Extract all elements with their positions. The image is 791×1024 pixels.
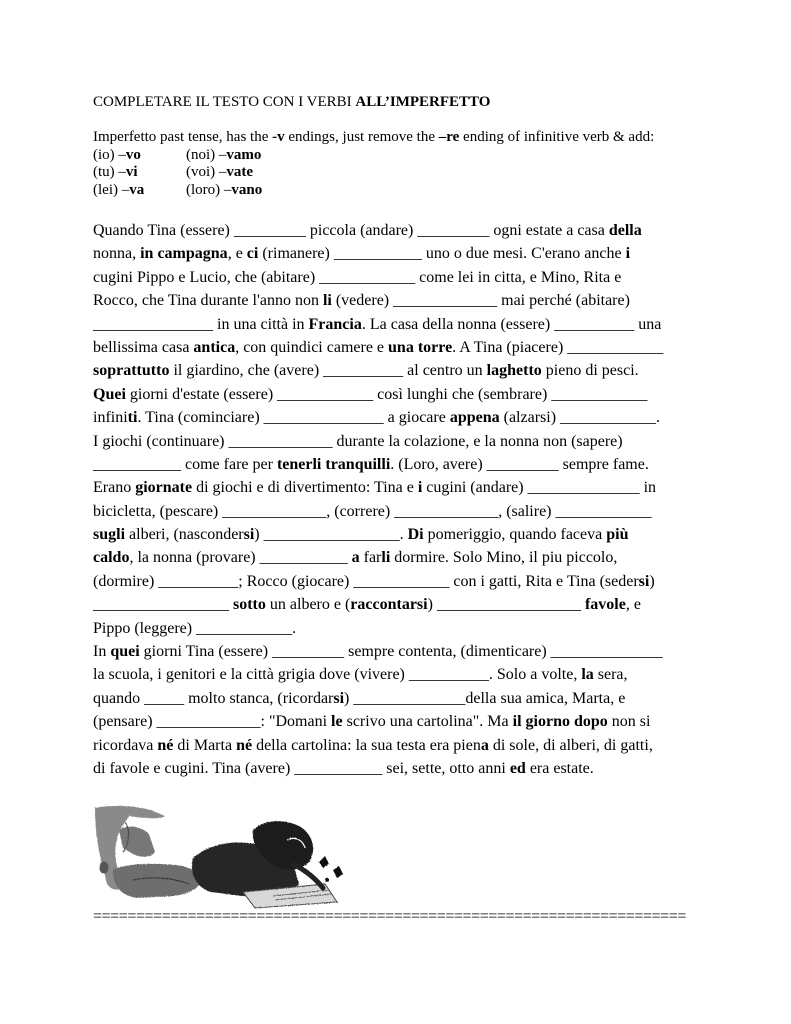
ending-singular: (tu) –vi [93, 164, 138, 180]
text-segment: era estate. [525, 759, 594, 777]
text-segment: Pippo (leggere) ____________. [93, 619, 297, 637]
intro-seg: ending of infinitive verb & add: [459, 129, 655, 145]
text-segment: , con quindici camere e [235, 338, 389, 356]
text-segment: infini [93, 409, 128, 427]
text-line [93, 266, 708, 289]
text-segment: il giardino, che (avere) __________ al centro un [169, 362, 487, 380]
text-segment: quando _____ molto stanca, (ricordar [93, 689, 334, 707]
bold-word: li [322, 292, 332, 310]
bold-word: tenerli tranquilli [276, 455, 391, 473]
text-segment: (vedere) _____________ mai perché (abitare) [331, 292, 630, 310]
ending-plural: (noi) –vamo [186, 146, 262, 163]
bold-word: Di [407, 526, 424, 544]
intro-seg-bold: –re [438, 129, 460, 145]
text-segment: ___________ come fare per [93, 455, 277, 473]
intro-seg: Imperfetto past tense, has the [93, 129, 273, 145]
text-segment: bicicletta, (pescare) _____________, (correre) _____________, (salire) ____________ [93, 502, 652, 520]
text-segment: di Marta [173, 736, 237, 754]
text-line [93, 640, 708, 663]
text-segment: In [93, 643, 111, 661]
separator-line: ===================================================================== [93, 908, 686, 925]
text-line [93, 359, 708, 382]
text-segment: ) _________________. [254, 526, 408, 544]
bold-word: della [608, 222, 642, 239]
bold-word: giornate [135, 479, 193, 497]
text-line [93, 710, 708, 733]
text-line [93, 523, 708, 546]
bold-word: laghetto [486, 362, 542, 380]
text-segment: di giochi e di divertimento: Tina e [192, 479, 418, 497]
bold-word: a [480, 736, 489, 754]
text-segment: far [359, 549, 382, 567]
bold-word: i [417, 479, 423, 497]
bold-word: in campagna [140, 245, 228, 263]
bold-word: si [333, 689, 345, 707]
text-line [93, 453, 708, 476]
text-segment: ) [649, 572, 655, 590]
text-segment: non si [607, 713, 651, 731]
text-segment: , e [227, 245, 247, 263]
text-line [93, 500, 708, 523]
ending-row [93, 164, 654, 182]
bold-word: una torre [388, 338, 453, 356]
text-segment: . A Tina (piacere) ____________ [452, 338, 664, 356]
text-segment: . La casa della nonna (essere) __________ una [361, 315, 662, 333]
intro-line [93, 129, 654, 147]
worksheet-title [93, 93, 490, 111]
ending-plural: (voi) –vate [186, 164, 254, 180]
bold-word: li [381, 549, 391, 567]
text-segment: Rocco, che Tina durante l'anno non [93, 292, 323, 310]
text-line [93, 476, 708, 499]
bold-word: ti [127, 409, 138, 427]
text-segment: un albero e ( [265, 596, 351, 614]
bold-word: raccontarsi [350, 596, 428, 614]
text-segment: (alzarsi) ____________. [499, 409, 661, 427]
text-segment: Erano [93, 479, 136, 497]
bold-word: il giorno dopo [512, 713, 608, 731]
bold-word: favole [584, 596, 626, 614]
text-segment: nonna, [93, 245, 141, 263]
text-line [93, 242, 708, 265]
text-segment: . (Loro, avere) _________ sempre fame. [390, 455, 649, 473]
title-bold: ALL’IMPERFETTO [355, 94, 491, 110]
bold-word: si [243, 526, 255, 544]
text-line [93, 593, 708, 616]
girl-lying-writing-illustration [93, 800, 355, 910]
text-line [93, 383, 708, 406]
bold-word: i [625, 245, 631, 263]
text-line [93, 289, 708, 312]
ending-plural: (loro) –vano [186, 181, 263, 198]
text-segment: (pensare) _____________: "Domani [93, 713, 332, 731]
text-line [93, 687, 708, 710]
text-segment: alberi, (nasconder [125, 526, 244, 544]
text-segment: ) __________________ [427, 596, 585, 614]
bold-word: si [638, 572, 650, 590]
bold-word: a [351, 549, 360, 567]
text-segment: della cartolina: la sua testa era pien [252, 736, 481, 754]
text-segment: scrivo una cartolina". Ma [342, 713, 513, 731]
bold-word: appena [449, 409, 500, 427]
text-line [93, 406, 708, 429]
bold-word: soprattutto [93, 362, 170, 380]
text-segment: cugini Pippo e Lucio, che (abitare) ____________ come lei in citta, e Mino, Rita e [93, 268, 622, 286]
text-segment: pieno di pesci. [541, 362, 639, 380]
text-segment: pomeriggio, quando faceva [423, 526, 607, 544]
intro-seg-bold: -v [272, 129, 285, 145]
text-segment: ricordava [93, 736, 158, 754]
text-segment: ) ______________della sua amica, Marta, e [344, 689, 626, 707]
text-segment: I giochi (continuare) _____________ durante la colazione, e la nonna non (sapere) [93, 432, 623, 450]
text-line [93, 313, 708, 336]
text-line [93, 546, 708, 569]
text-segment: sera, [593, 666, 628, 684]
text-line [93, 570, 708, 593]
ending-row [93, 147, 654, 165]
ending-singular: (lei) –va [93, 181, 145, 198]
bold-word: le [331, 713, 343, 731]
text-segment: la scuola, i genitori e la città grigia dove (vivere) __________. Solo a volte, [93, 666, 582, 684]
bold-word: ed [509, 759, 526, 777]
ending-singular: (io) –vo [93, 146, 141, 163]
text-segment: (rimanere) ___________ uno o due mesi. C'erano anche [258, 245, 626, 263]
bold-word: sugli [93, 526, 126, 544]
bold-word: Francia [308, 315, 362, 333]
text-segment: bellissima casa [93, 338, 194, 356]
intro-seg: endings, just remove the [284, 129, 439, 145]
text-segment: _________________ [93, 596, 233, 614]
text-line [93, 430, 708, 453]
title-plain: COMPLETARE IL TESTO CON I VERBI [93, 94, 356, 110]
text-line [93, 336, 708, 359]
text-segment: , e [625, 596, 641, 614]
intro-block [93, 129, 654, 199]
text-segment: (dormire) __________; Rocco (giocare) ____________ con i gatti, Rita e Tina (seder [93, 572, 639, 590]
bold-word: Quei [93, 385, 126, 403]
text-line [93, 663, 708, 686]
bold-word: né [236, 736, 253, 754]
text-segment: giorni Tina (essere) _________ sempre contenta, (dimenticare) ______________ [139, 643, 663, 661]
text-line [93, 734, 708, 757]
bold-word: caldo [93, 549, 130, 567]
text-line [93, 219, 708, 242]
bold-word: più [606, 526, 629, 544]
text-segment: _______________ in una città in [93, 315, 309, 333]
exercise-text [93, 219, 708, 780]
ending-row [93, 182, 654, 200]
bold-word: la [581, 666, 594, 684]
bold-word: antica [193, 338, 236, 356]
text-segment: . Tina (cominciare) _______________ a giocare [137, 409, 450, 427]
text-segment: dormire. Solo Mino, il piu piccolo, [390, 549, 618, 567]
text-segment: , la nonna (provare) ___________ [129, 549, 352, 567]
text-segment: Quando Tina (essere) _________ piccola (andare) _________ ogni estate a casa [93, 222, 609, 239]
text-segment: giorni d'estate (essere) ____________ così lunghi che (sembrare) ____________ [125, 385, 648, 403]
text-segment: di favole e cugini. Tina (avere) ___________ sei, sette, otto anni [93, 759, 510, 777]
text-line [93, 617, 708, 640]
bold-word: né [157, 736, 174, 754]
bold-word: ci [246, 245, 259, 263]
bold-word: quei [110, 643, 140, 661]
bold-word: sotto [233, 596, 266, 614]
text-line [93, 757, 708, 780]
text-segment: di sole, di alberi, di gatti, [488, 736, 653, 754]
text-segment: cugini (andare) ______________ in [422, 479, 657, 497]
